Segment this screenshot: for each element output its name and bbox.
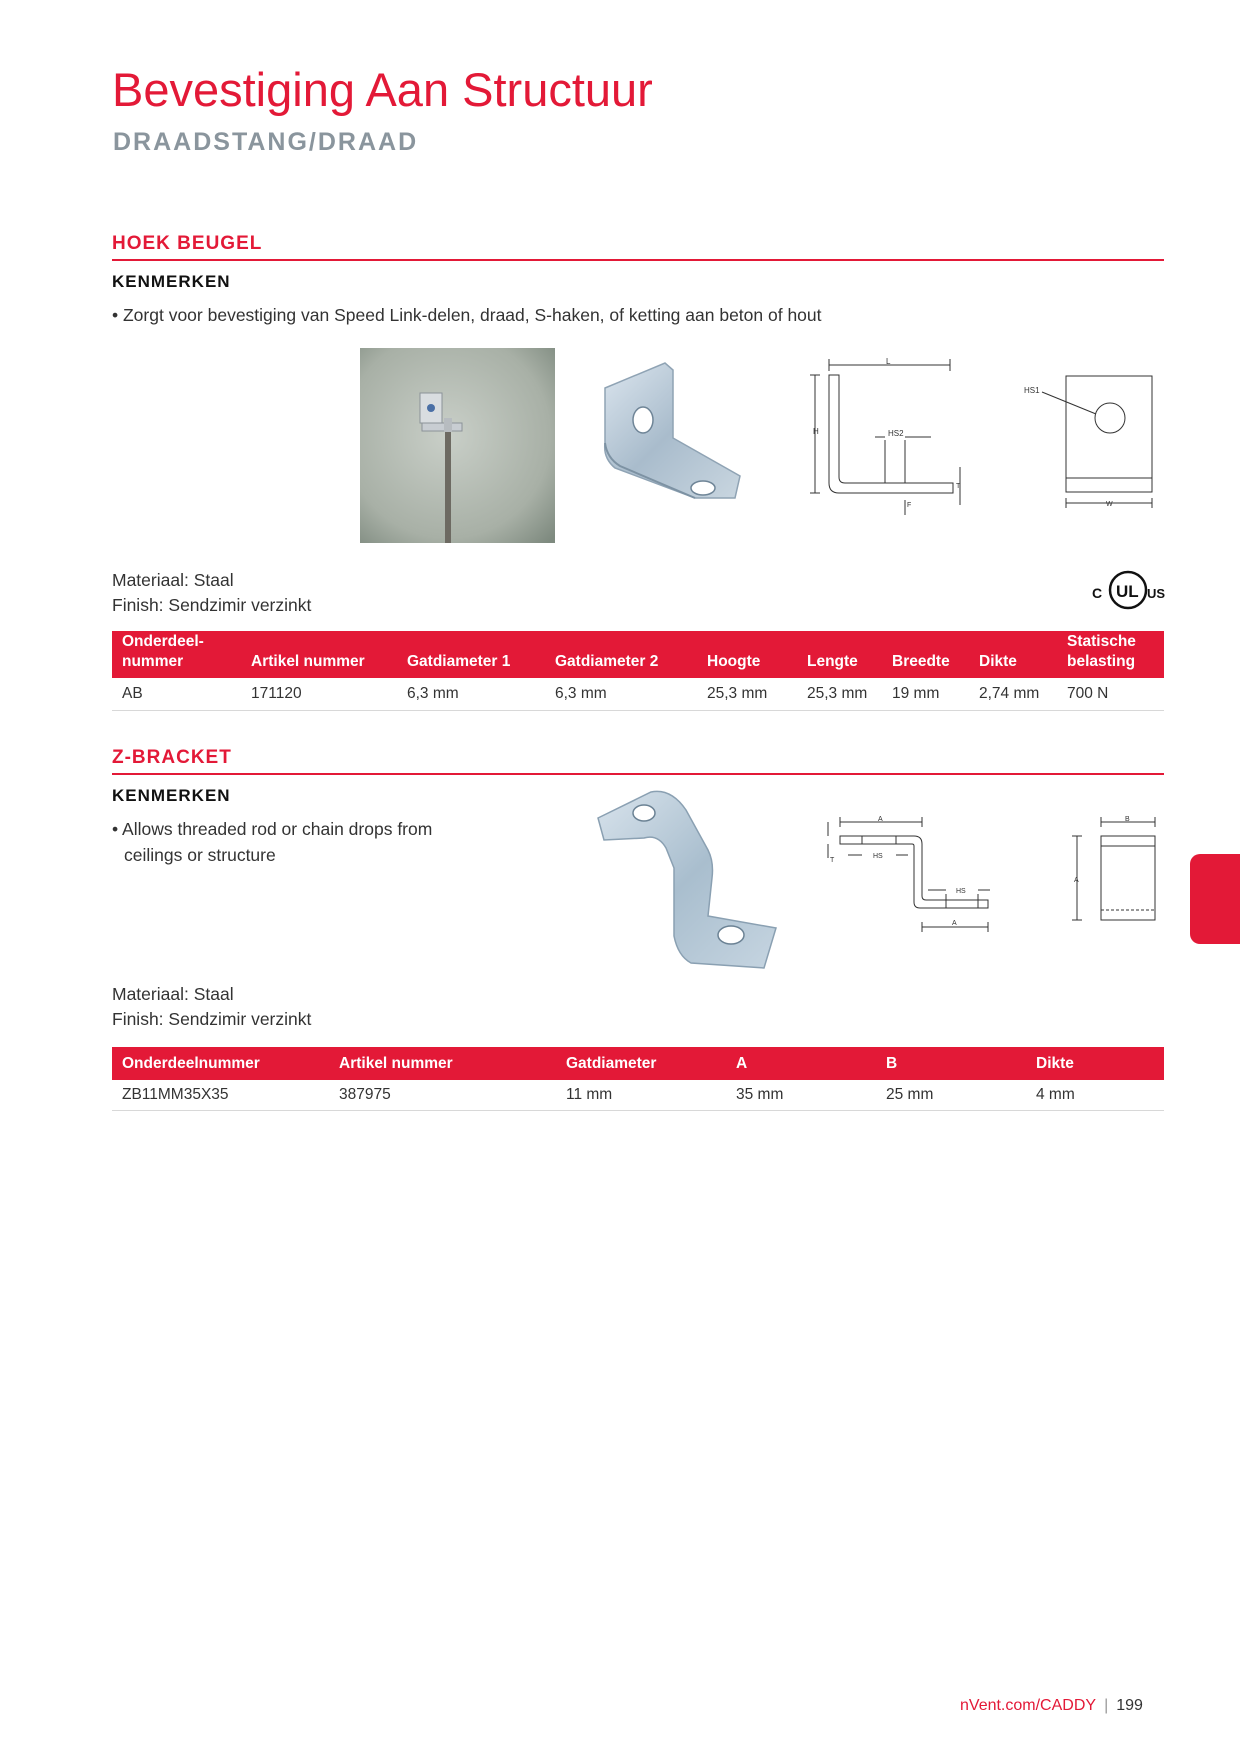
feature-item: • Allows threaded rod or chain drops from ceilings or structure (112, 819, 433, 865)
dim-label: HS (956, 888, 966, 895)
col-header-part: Onderdeel- nummer (112, 631, 241, 678)
dim-label: A (952, 920, 957, 927)
table-row (112, 678, 1164, 710)
footer-site-link[interactable]: nVent.com/CADDY (960, 1697, 1097, 1714)
dim-label: L (886, 357, 891, 366)
page-title: Bevestiging Aan Structuur (112, 63, 653, 116)
cell-article: 171120 (241, 678, 397, 710)
z-bracket-front-drawing (1065, 812, 1175, 924)
feature-item: • Zorgt voor bevestiging van Speed Link-delen, draad, S-haken, of ketting aan beton of hout (112, 305, 822, 325)
col-header-article: Artikel nummer (241, 631, 397, 678)
cell-a: 35 mm (726, 1080, 876, 1110)
col-header-article: Artikel nummer (329, 1047, 556, 1080)
finish-text: Finish: Sendzimir verzinkt (112, 1009, 312, 1029)
table-header-row (112, 631, 1164, 678)
col-header-hole1: Gatdiameter 1 (397, 631, 545, 678)
dim-label: F (907, 502, 912, 509)
col-header-load: Statische belasting (1057, 631, 1164, 678)
footer-separator: | (1104, 1697, 1109, 1714)
section-divider (112, 259, 1164, 261)
material-text: Materiaal: Staal (112, 984, 234, 1004)
col-header-hole2: Gatdiameter 2 (545, 631, 697, 678)
col-header-b: B (876, 1047, 1026, 1080)
chapter-tab (1190, 854, 1240, 944)
dim-label: B (1125, 816, 1130, 823)
cell-thickness: 2,74 mm (969, 678, 1057, 710)
dim-label: T (830, 857, 835, 864)
col-header-thickness: Dikte (969, 631, 1057, 678)
ul-us-mark: US (1147, 586, 1166, 601)
cell-hole1: 6,3 mm (397, 678, 545, 710)
cell-b: 25 mm (876, 1080, 1026, 1110)
dim-label: T (956, 483, 961, 490)
cell-height: 25,3 mm (697, 678, 797, 710)
z-bracket-side-drawing (818, 812, 998, 937)
col-header-width: Breedte (882, 631, 969, 678)
section-divider (112, 773, 1164, 775)
cell-thickness: 4 mm (1026, 1080, 1164, 1110)
cell-part: AB (112, 678, 241, 710)
cell-hole2: 6,3 mm (545, 678, 697, 710)
col-header-part: Onderdeelnummer (112, 1047, 329, 1080)
col-header-hole: Gatdiameter (556, 1047, 726, 1080)
col-header-a: A (726, 1047, 876, 1080)
dim-label: A (878, 816, 883, 823)
material-text: Materiaal: Staal (112, 570, 234, 590)
cell-length: 25,3 mm (797, 678, 882, 710)
dim-label: H (813, 427, 819, 436)
section-title-z-bracket: Z-BRACKET (112, 747, 232, 768)
dim-label: HS2 (888, 429, 904, 438)
section-title-hoek-beugel: HOEK BEUGEL (112, 233, 263, 254)
col-header-height: Hoogte (697, 631, 797, 678)
ul-c-mark: C (1092, 585, 1103, 601)
cell-article: 387975 (329, 1080, 556, 1110)
cell-width: 19 mm (882, 678, 969, 710)
cell-load: 700 N (1057, 678, 1164, 710)
page-subtitle: DRAADSTANG/DRAAD (113, 128, 419, 156)
dim-label: W (1106, 501, 1113, 508)
table-header-row (112, 1047, 1164, 1080)
page-number: 199 (1116, 1697, 1143, 1714)
features-heading: KENMERKEN (112, 786, 231, 805)
page-footer (960, 1697, 1143, 1715)
z-bracket-photo (596, 788, 786, 973)
table-row (112, 1080, 1164, 1110)
spec-table-hoek-beugel (112, 631, 1164, 711)
dim-label: A (1074, 877, 1079, 884)
spec-table-z-bracket (112, 1047, 1164, 1111)
finish-text: Finish: Sendzimir verzinkt (112, 595, 312, 615)
cell-part: ZB11MM35X35 (112, 1080, 329, 1110)
front-view-drawing (1018, 370, 1168, 515)
side-view-drawing (805, 355, 965, 520)
cell-hole: 11 mm (556, 1080, 726, 1110)
wall-mounted-bracket-photo (360, 348, 555, 543)
angle-bracket-photo (595, 358, 745, 508)
ul-mark: UL (1116, 582, 1139, 601)
col-header-length: Lengte (797, 631, 882, 678)
ul-listed-logo (1090, 568, 1166, 612)
dim-label: HS (873, 853, 883, 860)
col-header-thickness: Dikte (1026, 1047, 1164, 1080)
features-heading: KENMERKEN (112, 272, 231, 291)
dim-label: HS1 (1024, 386, 1040, 395)
